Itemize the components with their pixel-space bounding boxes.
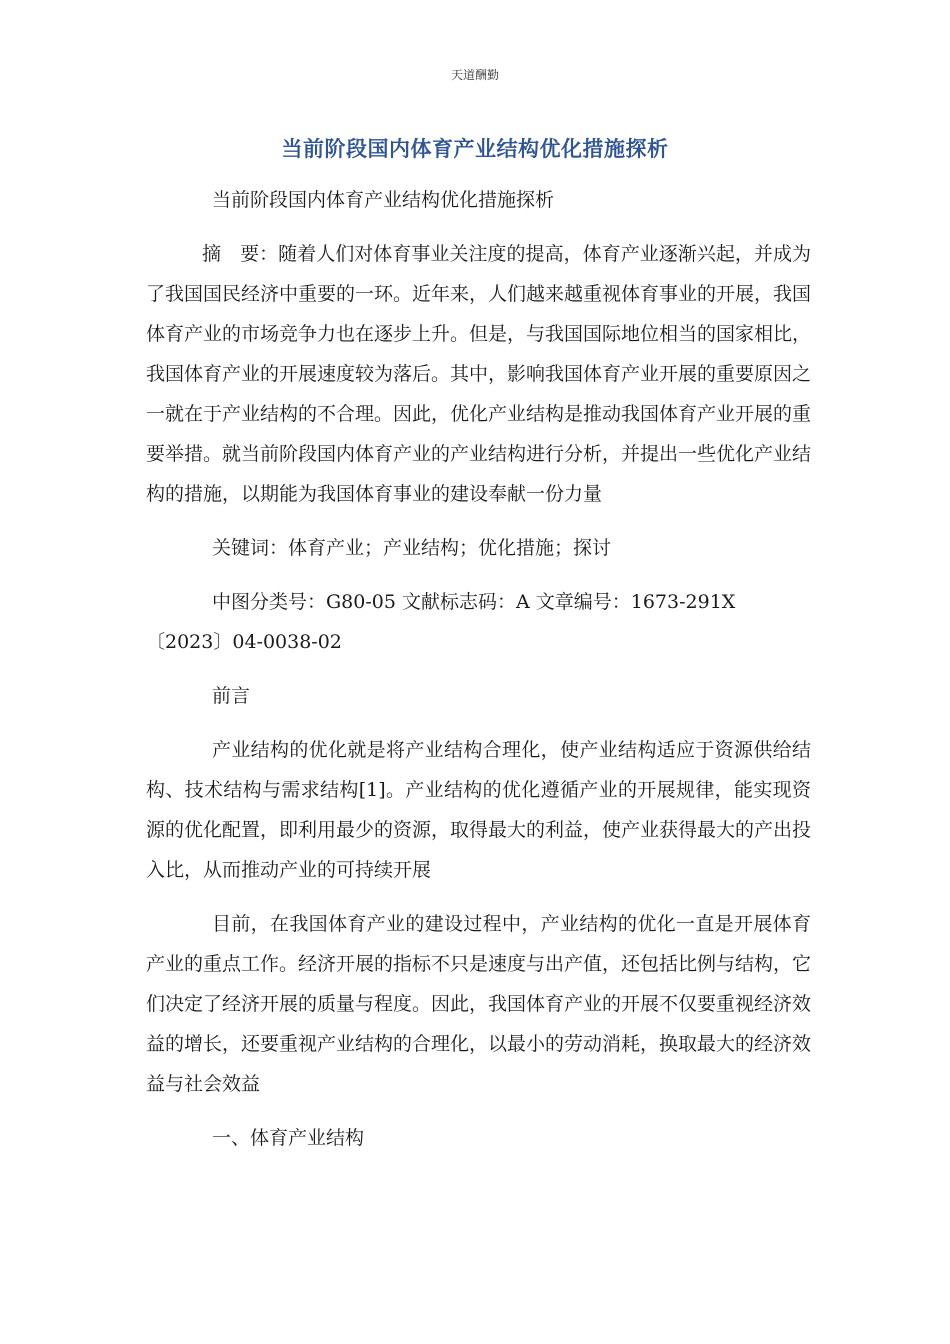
document-subtitle: 当前阶段国内体育产业结构优化措施探析 — [212, 189, 555, 211]
body-paragraph: 目前，在我国体育产业的建设过程中，产业结构的优化一直是开展体育产业的重点工作。经济开展的指标不只是速度与出产值，还包括比例与结构，它们决定了经济开展的质量与程度。因此，我国体育产业的开展不仅要重视经济效益的增长，还要重视产业结构的合理化，以最小的劳动消耗，换取最大的经济效益与社会效益 — [146, 913, 812, 1095]
keywords-line: 关键词：体育产业；产业结构；优化措施；探讨 — [212, 537, 612, 559]
section-heading: 一、体育产业结构 — [212, 1127, 365, 1149]
body-paragraph: 产业结构的优化就是将产业结构合理化，使产业结构适应于资源供给结构、技术结构与需求结构[1]。产业结构的优化遵循产业的开展规律，能实现资源的优化配置，即利用最少的资源，取得最大的利益，使产业获得最大的产出投入比，从而推动产业的可持续开展 — [146, 739, 812, 881]
classification-line: 中图分类号：G80-05 文献标志码：A 文章编号：1673-291X〔2023〕04-0038-02 — [146, 591, 736, 653]
preface-heading: 前言 — [212, 685, 251, 707]
document-body — [146, 180, 811, 1172]
abstract-paragraph: 摘 要：随着人们对体育事业关注度的提高，体育产业逐渐兴起，并成为了我国国民经济中重要的一环。近年来，人们越来越重视体育事业的开展，我国体育产业的市场竞争力也在逐步上升。但是，与我国国际地位相当的国家相比，我国体育产业的开展速度较为落后。其中，影响我国体育产业开展的重要原因之一就在于产业结构的不合理。因此，优化产业结构是推动我国体育产业开展的重要举措。就当前阶段国内体育产业的产业结构进行分析，并提出一些优化产业结构的措施，以期能为我国体育事业的建设奉献一份力量 — [146, 243, 812, 505]
page-header: 天道酬勤 — [450, 68, 499, 82]
document-title: 当前阶段国内体育产业结构优化措施探析 — [281, 136, 669, 161]
